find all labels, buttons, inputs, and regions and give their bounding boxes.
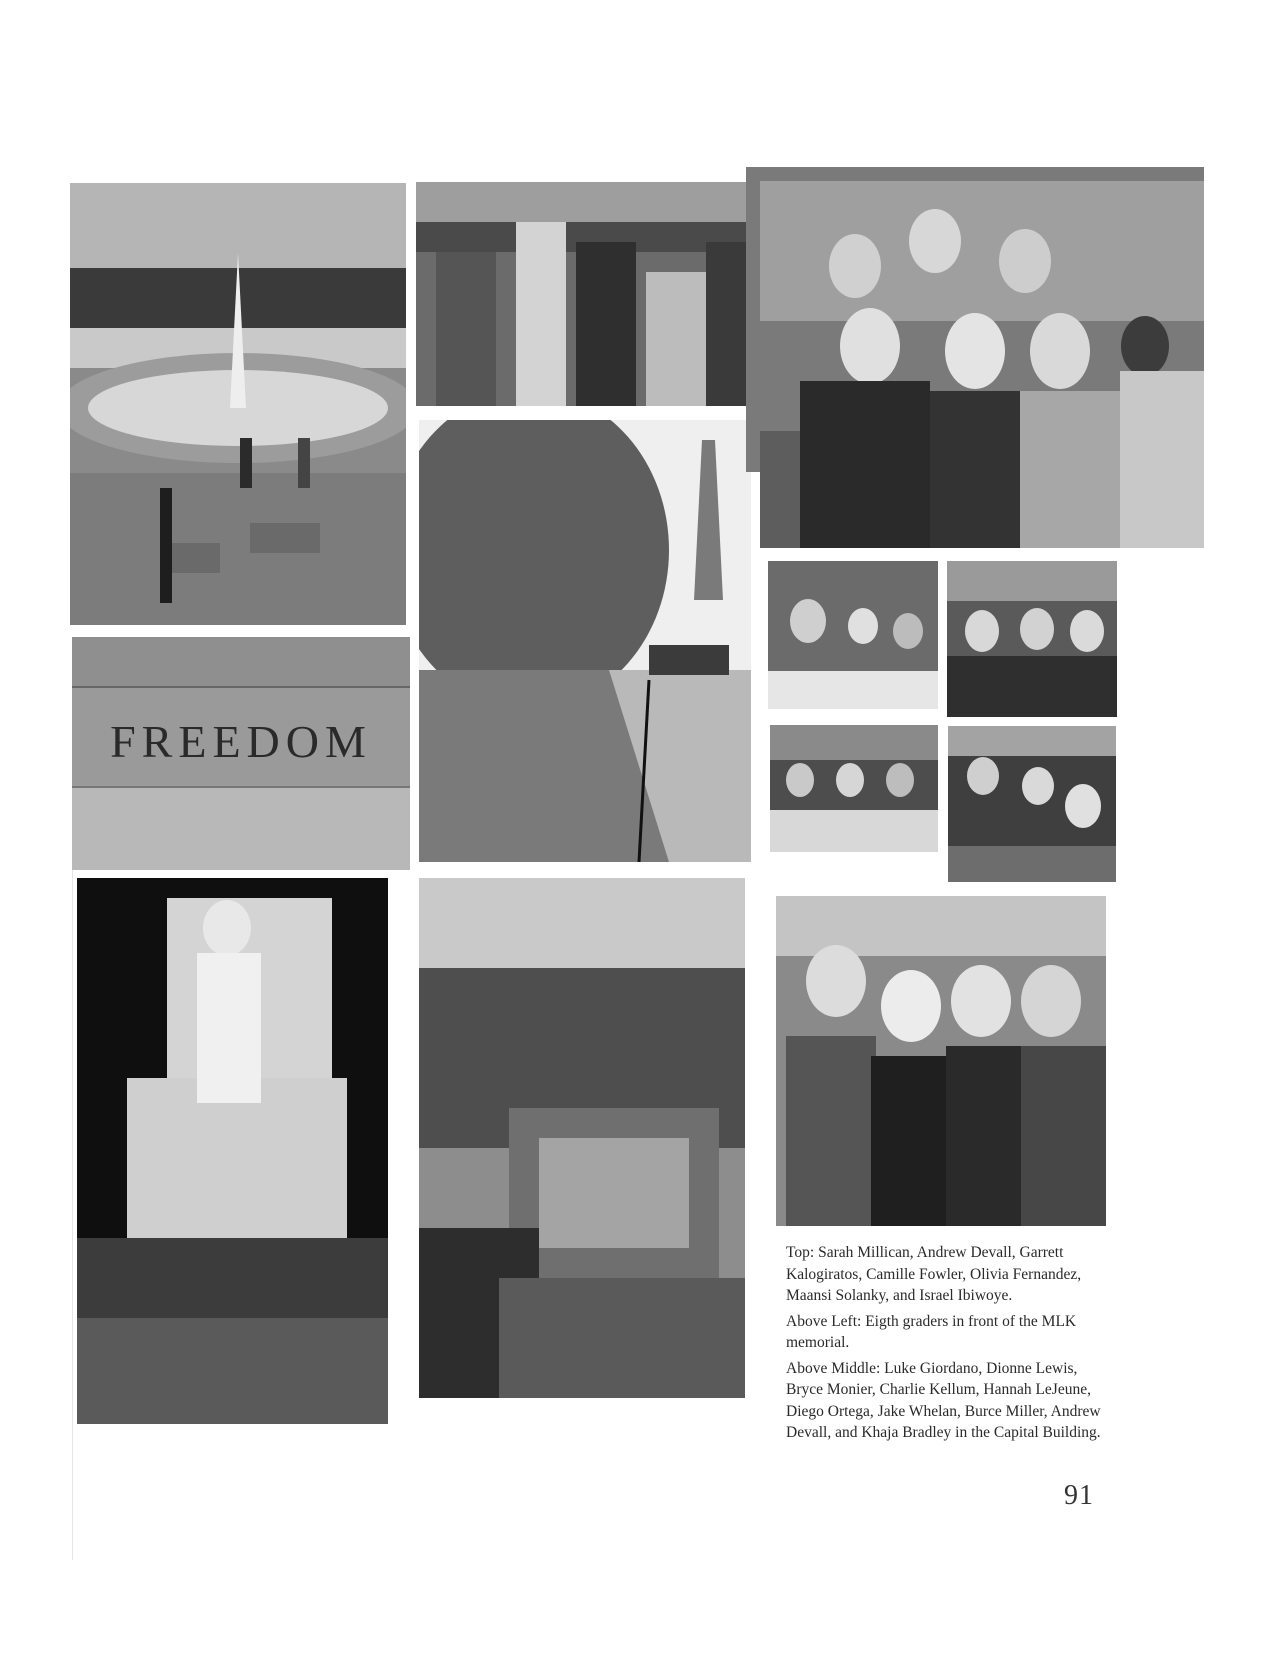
boys-at-table-photo xyxy=(948,726,1116,882)
four-boys-photo xyxy=(776,896,1106,1226)
capital-building-model-photo xyxy=(419,878,745,1398)
three-girls-photo xyxy=(947,561,1117,717)
freedom-engraving-photo xyxy=(72,637,410,870)
caption-above-left: Above Left: Eigth graders in front of the MLK memorial. xyxy=(786,1312,1077,1351)
mlk-memorial-photo xyxy=(77,878,388,1424)
top-group-portrait-photo xyxy=(760,181,1204,548)
photo-caption xyxy=(786,1242,1116,1448)
top-photo-frame-bar xyxy=(746,167,1204,181)
students-with-guide-photo xyxy=(416,182,750,406)
caption-above-middle: Above Middle: Luke Giordano, Dionne Lewis, Bryce Monier, Charlie Kellum, Hannah LeJeune, Diego Ortega, Jake Whelan, Burce Miller, Andrew Devall, and Khaja Bradley in the Capital Building. xyxy=(786,1359,1101,1441)
page-number: 91 xyxy=(1064,1480,1094,1511)
freedom-engraved-text: FREEDOM xyxy=(110,716,372,767)
page-edge-line xyxy=(72,860,73,1560)
wwii-memorial-photo xyxy=(70,183,406,625)
lunch-table-photo-2 xyxy=(770,725,938,852)
caption-top: Top: Sarah Millican, Andrew Devall, Garrett Kalogiratos, Camille Fowler, Olivia Fernandez, Maansi Solanky, and Israel Ibiwoye. xyxy=(786,1244,1082,1304)
lunch-table-photo-1 xyxy=(768,561,938,709)
top-photo-frame-side xyxy=(746,167,760,472)
washington-monument-photo xyxy=(419,420,751,862)
